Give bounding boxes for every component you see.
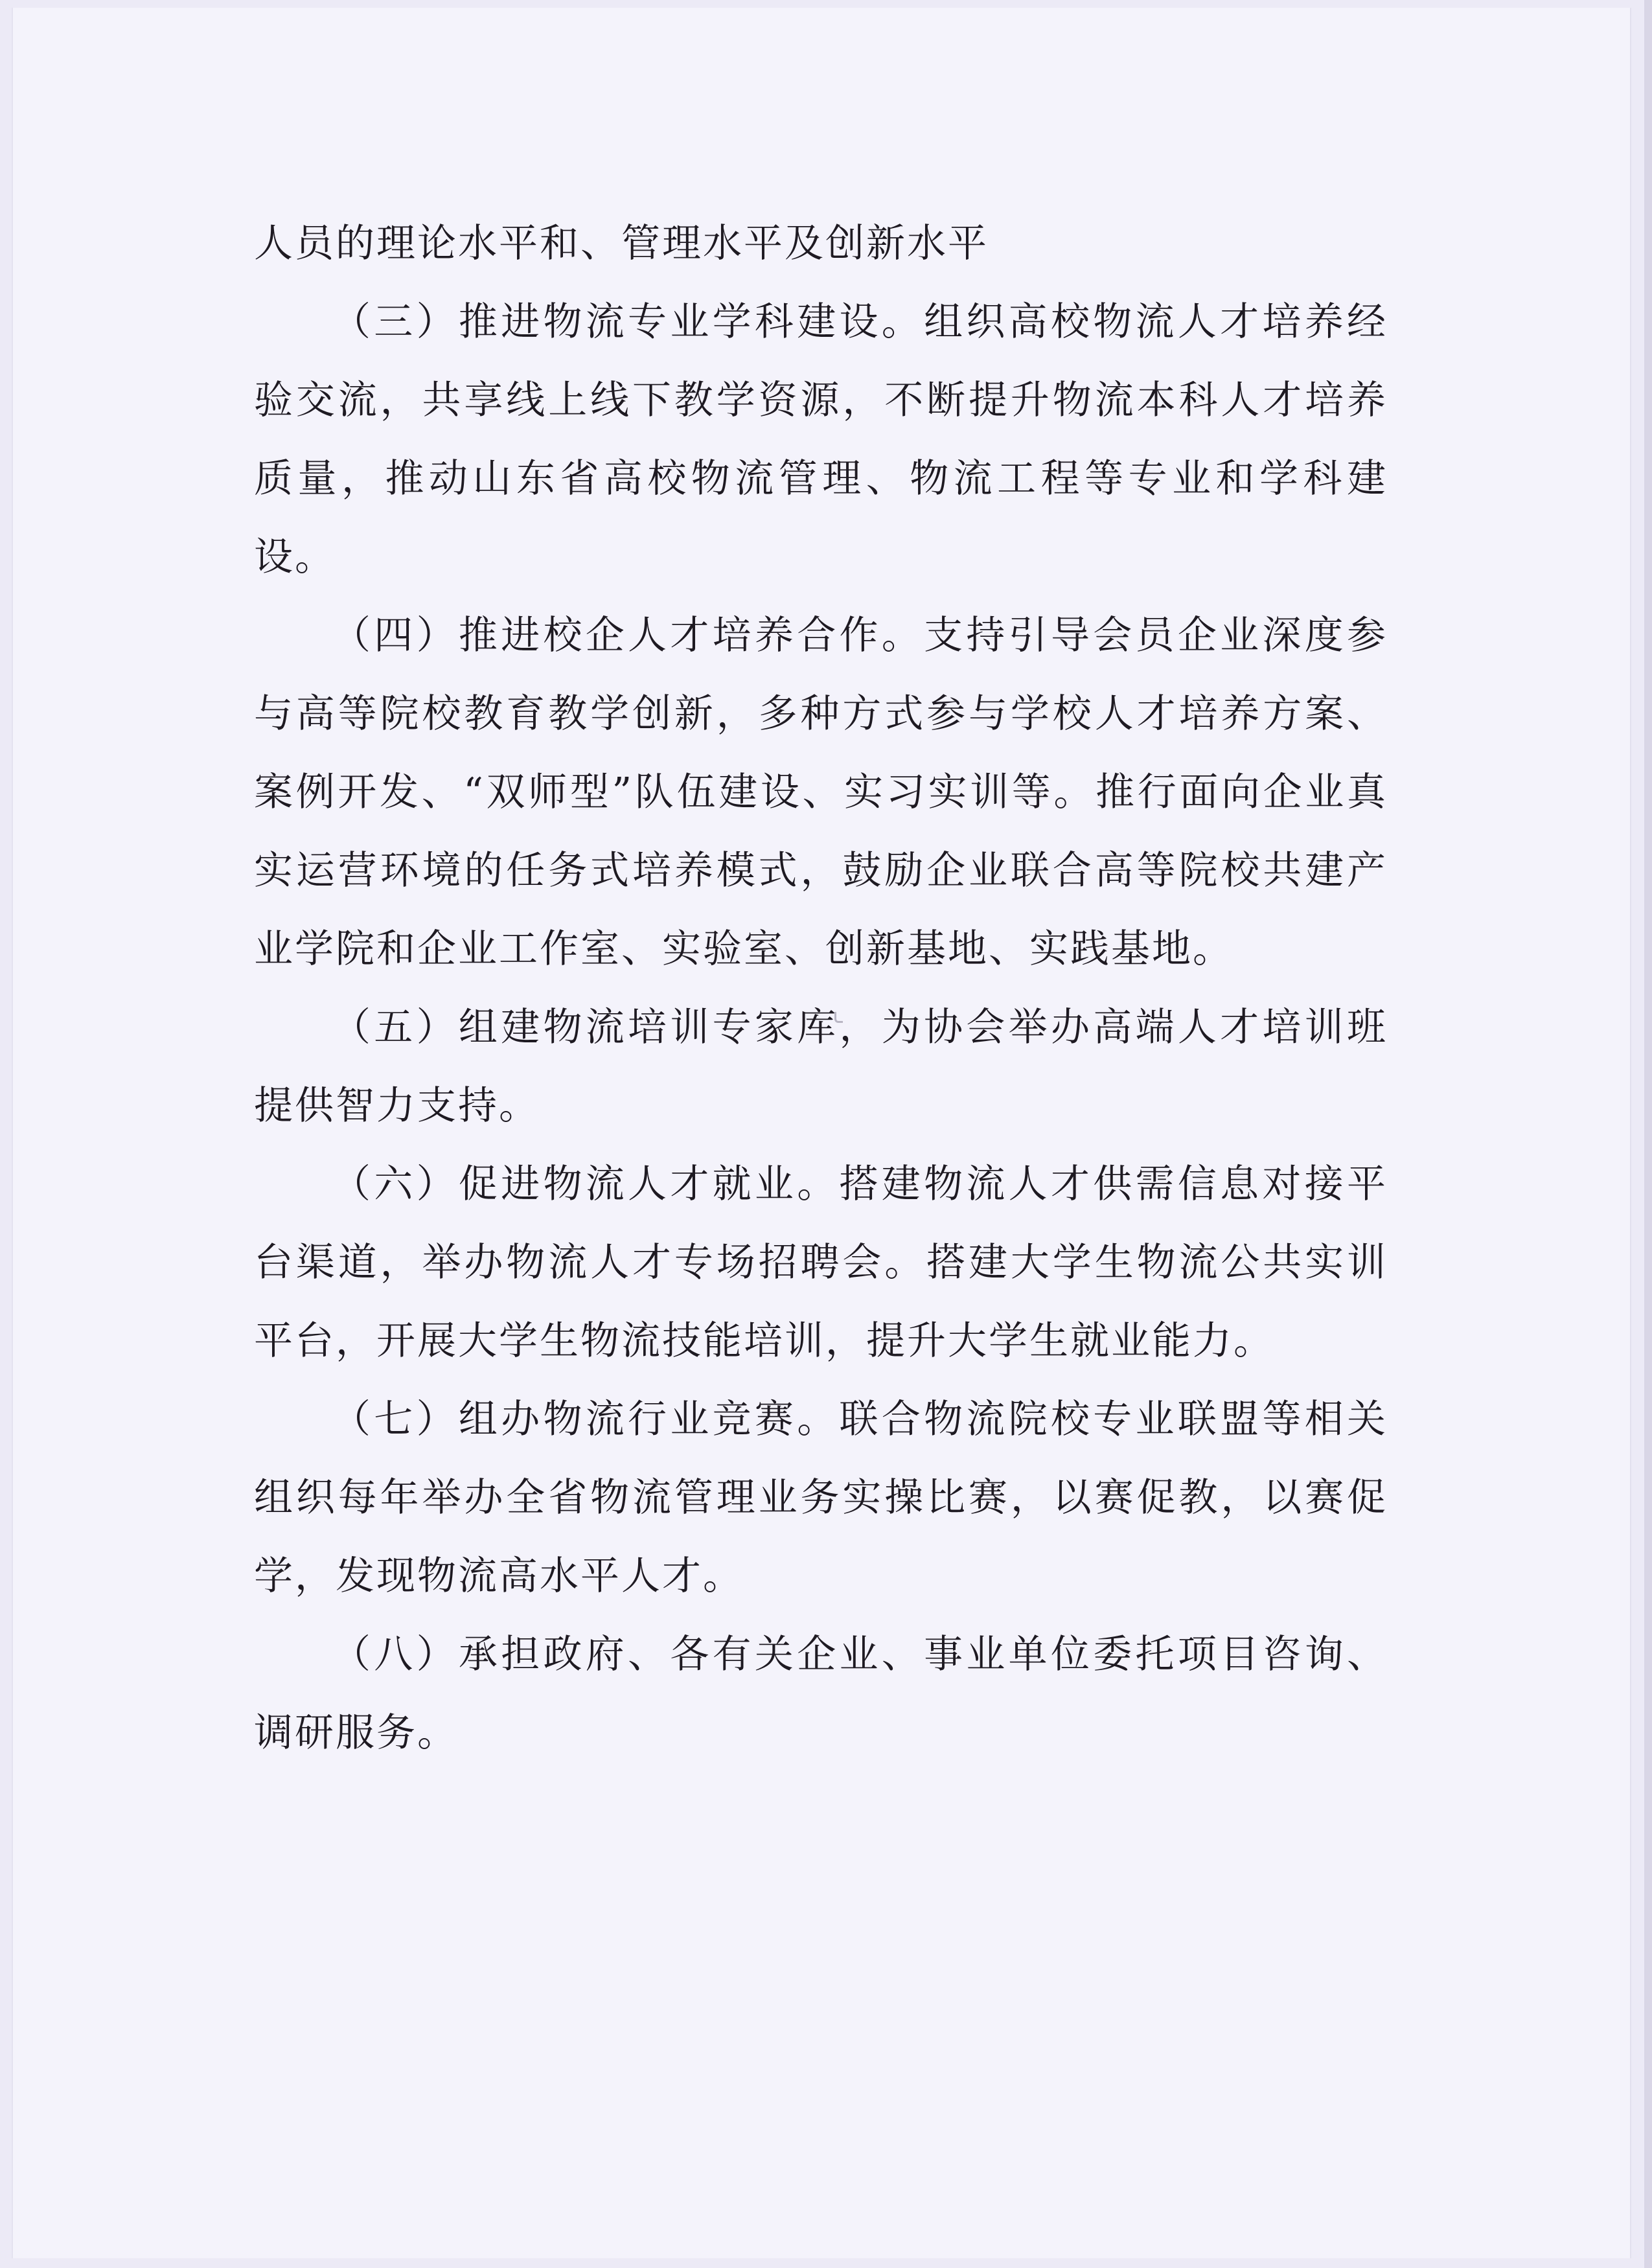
paragraph-item-8: （八）承担政府、各有关企业、事业单位委托项目咨询、调研服务。 xyxy=(254,1632,1388,1756)
scan-edge xyxy=(1644,0,1652,2268)
paragraph-item-5: （五）组建物流培训专家库，为协会举办高端人才培训班提供智力支持。 xyxy=(254,1005,1388,1128)
document-body xyxy=(254,205,1388,1772)
paragraph-item-6: （六）促进物流人才就业。搭建物流人才供需信息对接平台渠道，举办物流人才专场招聘会。搭建大学生物流公共实训平台，开展大学生物流技能培训，提升大学生就业能力。 xyxy=(254,1162,1388,1364)
paragraph-item-7: （七）组办物流行业竞赛。联合物流院校专业联盟等相关组织每年举办全省物流管理业务实操比赛，以赛促教，以赛促学，发现物流高水平人才。 xyxy=(254,1397,1388,1599)
paragraph-continuation: 人员的理论水平和、管理水平及创新水平 xyxy=(254,221,989,266)
paragraph-item-4: （四）推进校企人才培养合作。支持引导会员企业深度参与高等院校教育教学创新，多种方式参与学校人才培养方案、案例开发、“双师型”队伍建设、实习实训等。推行面向企业真实运营环境的任务式培养模式，鼓励企业联合高等院校共建产业学院和企业工作室、实验室、创新基地、实践基地。 xyxy=(254,613,1388,972)
scan-speck xyxy=(834,1012,843,1023)
paragraph-item-3: （三）推进物流专业学科建设。组织高校物流人才培养经验交流，共享线上线下教学资源，不断提升物流本科人才培养质量，推动山东省高校物流管理、物流工程等专业和学科建设。 xyxy=(254,299,1388,580)
